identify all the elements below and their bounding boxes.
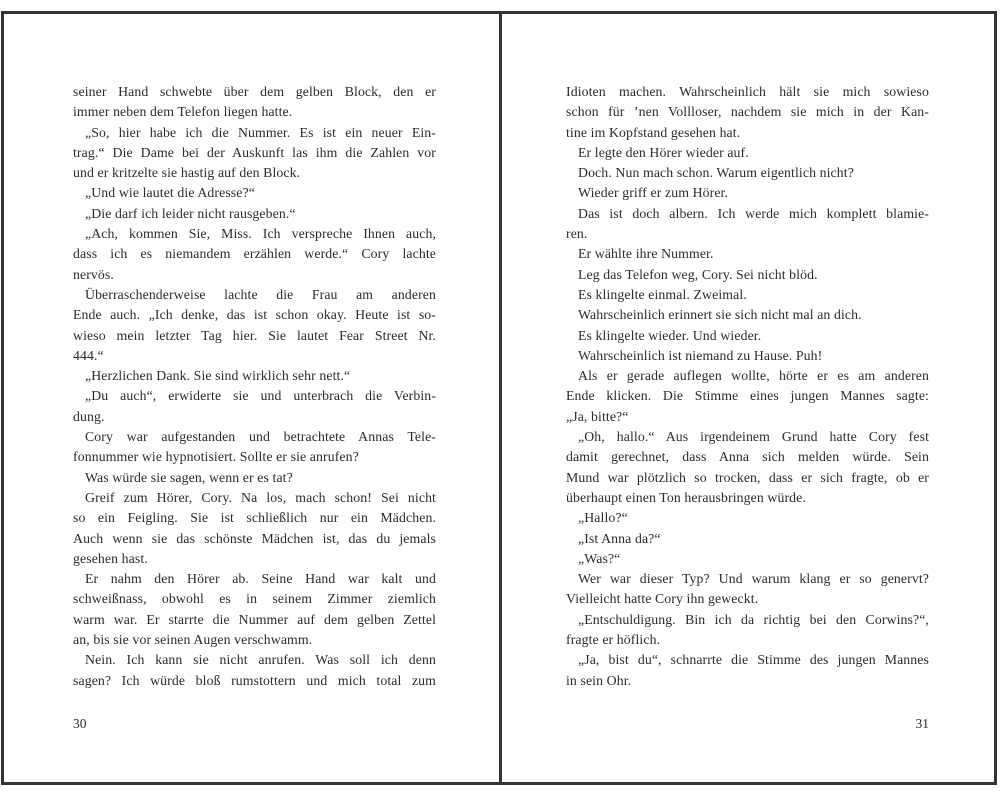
text-line: seiner Hand schwebte über dem gelben Block, den er bbox=[73, 84, 436, 99]
text-line: Er wählte ihre Nummer. bbox=[578, 246, 714, 262]
text-line: Es klingelte wieder. Und wieder. bbox=[578, 327, 762, 343]
text-line: dung. bbox=[73, 408, 105, 424]
text-line: Ende auch. „Ich denke, das ist schon okay. Heute ist so- bbox=[73, 307, 436, 323]
text-line: „Ja, bist du“, schnarrte die Stimme des jungen Mannes bbox=[578, 652, 929, 668]
text-line: tine im Kopfstand gesehen hat. bbox=[566, 124, 741, 140]
text-line: „Herzlichen Dank. Sie sind wirklich sehr nett.“ bbox=[85, 368, 351, 384]
text-line: „Und wie lautet die Adresse?“ bbox=[85, 185, 255, 201]
text-line: „Die darf ich leider nicht rausgeben.“ bbox=[85, 205, 296, 221]
text-line: warm war. Er starrte die Nummer auf dem gelben Zettel bbox=[73, 611, 436, 627]
text-line: „Ach, kommen Sie, Miss. Ich verspreche Ihnen auch, bbox=[85, 226, 436, 242]
text-line: „Hallo?“ bbox=[578, 510, 628, 526]
text-line: Cory war aufgestanden und betrachtete Annas Tele- bbox=[85, 429, 436, 445]
page-divider bbox=[499, 11, 502, 785]
text-line: Er legte den Hörer wieder auf. bbox=[578, 144, 749, 160]
text-line: Idioten machen. Wahrscheinlich hält sie mich sowieso bbox=[566, 84, 929, 99]
text-line: Nein. Ich kann sie nicht anrufen. Was soll ich denn bbox=[85, 652, 436, 668]
text-line: „Was?“ bbox=[578, 550, 621, 566]
text-line: fragte er höflich. bbox=[566, 632, 661, 648]
text-line: immer neben dem Telefon liegen hatte. bbox=[73, 104, 293, 120]
text-line: Er nahm den Hörer ab. Seine Hand war kalt und bbox=[85, 571, 436, 587]
page-right-text bbox=[566, 82, 929, 691]
text-line: Wahrscheinlich ist niemand zu Hause. Puh! bbox=[578, 347, 823, 363]
text-line: Wieder griff er zum Hörer. bbox=[578, 185, 729, 201]
text-line: Überraschenderweise lachte die Frau am anderen bbox=[85, 286, 436, 302]
text-line: ren. bbox=[566, 226, 588, 242]
text-line: dass ich es niemandem erzählen werde.“ Cory lachte bbox=[73, 246, 436, 262]
text-line: Mund war plötzlich so trocken, dass er sich fragte, ob er bbox=[566, 469, 929, 485]
text-line: überhaupt einen Ton herausbringen würde. bbox=[566, 489, 806, 505]
text-line: so ein Feigling. Sie ist schließlich nur ein Mädchen. bbox=[73, 510, 436, 526]
text-line: Greif zum Hörer, Cory. Na los, mach schon! Sei nicht bbox=[85, 489, 436, 505]
text-line: Das ist doch albern. Ich werde mich komplett blamie- bbox=[578, 205, 929, 221]
text-line: schweißnass, obwohl es in seinem Zimmer ziemlich bbox=[73, 591, 436, 607]
text-line: Wahrscheinlich erinnert sie sich nicht mal an dich. bbox=[578, 307, 862, 323]
text-line: Was würde sie sagen, wenn er es tat? bbox=[85, 469, 293, 485]
text-line: „Oh, hallo.“ Aus irgendeinem Grund hatte Cory fest bbox=[578, 429, 929, 445]
text-line: sagen? Ich würde bloß rumstottern und mich total zum bbox=[73, 672, 436, 688]
text-line: in sein Ohr. bbox=[566, 672, 632, 688]
text-line: Auch wenn sie das schönste Mädchen ist, das du jemals bbox=[73, 530, 436, 546]
text-line: „Entschuldigung. Bin ich da richtig bei den Corwins?“, bbox=[578, 611, 929, 627]
text-line: nervös. bbox=[73, 266, 114, 282]
text-line: wieso mein letzter Tag hier. Sie lautet Fear Street Nr. bbox=[73, 327, 436, 343]
text-line: Ende klicken. Die Stimme eines jungen Mannes sagte: bbox=[566, 388, 929, 404]
page-left-text bbox=[73, 82, 436, 691]
text-line: „Ja, bitte?“ bbox=[566, 408, 629, 424]
text-line: gesehen hast. bbox=[73, 550, 148, 566]
text-line: Als er gerade auflegen wollte, hörte er es am anderen bbox=[578, 368, 929, 384]
text-line: fonnummer wie hypnotisiert. Sollte er sie anrufen? bbox=[73, 449, 359, 465]
text-line: schon für ’nen Vollloser, nachdem sie mich in der Kan- bbox=[566, 104, 929, 120]
page-number-left: 30 bbox=[73, 716, 87, 731]
text-line: „Du auch“, erwiderte sie und unterbrach die Verbin- bbox=[85, 388, 436, 404]
text-line: Wer war dieser Typ? Und warum klang er so genervt? bbox=[578, 571, 929, 587]
text-line: Es klingelte einmal. Zweimal. bbox=[578, 286, 747, 302]
text-line: 444.“ bbox=[73, 347, 104, 363]
text-line: trag.“ Die Dame bei der Auskunft las ihm die Zahlen vor bbox=[73, 144, 436, 160]
text-line: und er kritzelte sie hastig auf den Block. bbox=[73, 165, 301, 181]
text-line: „Ist Anna da?“ bbox=[578, 530, 661, 546]
page-number-right: 31 bbox=[915, 716, 929, 731]
text-line: „So, hier habe ich die Nummer. Es ist ein neuer Ein- bbox=[85, 124, 436, 140]
text-line: Vielleicht hatte Cory ihn geweckt. bbox=[566, 591, 759, 607]
text-line: an, bis sie vor seinen Augen verschwamm. bbox=[73, 632, 313, 648]
text-line: damit gerechnet, dass Anna sich melden würde. Sein bbox=[566, 449, 929, 465]
text-line: Leg das Telefon weg, Cory. Sei nicht blöd. bbox=[578, 266, 818, 282]
text-line: Doch. Nun mach schon. Warum eigentlich nicht? bbox=[578, 165, 854, 181]
